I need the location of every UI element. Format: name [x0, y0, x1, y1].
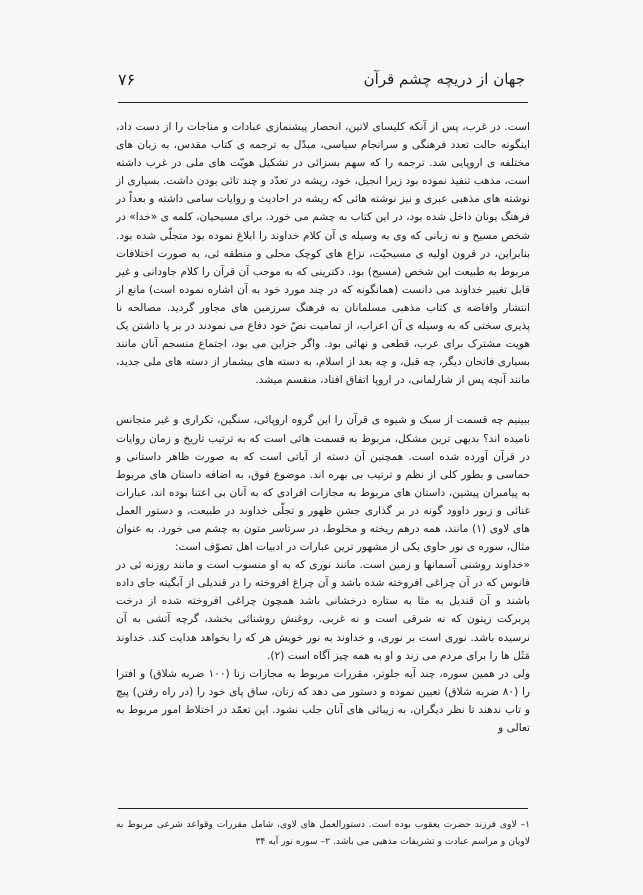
footnote: ۱– لاوی فرزند حضرت یعقوب بوده است. دستورالعمل های لاوی، شامل مقررات وقواعد شرعی مربوط به لاویان و مراسم عبادت و تشریفات مذهبی می باشد. ۲– سوره نور آیه ۳۴: [116, 819, 530, 847]
paragraph: ولی در همین سوره، چند آیه جلوتر، مقررات مربوط به مجازات زنا (۱۰۰ ضربه شلاق) و افترا را (۸۰ ضربه شلاق) تعیین نموده و دستور می دهد که زنان، ساق پای خود را (در راه رفتن) پیچ و تاب ندهند تا نظر دیگران، به زیبائی های آنان جلب نشود. این تعمّد در اختلاط امور مربوط به تعالی و: [116, 667, 530, 734]
footnote-divider: [118, 808, 528, 809]
page-number: ۷۶: [118, 70, 136, 89]
quotation-paragraph: «خداوند روشنی آسمانها و زمین است. مانند نوری که به او منسوب است و مانند روزنه ئی در فانوس که در آن چراغی افروخته شده باشد و آن چراغ افروخته را در قندیلی از آبگینه جای داده باشند و آن قندیل به مثا به ستاره درخشانی باشد همچون چراغی افروخته شده از درخت پربرکت زیتون که نه شرقی است و نه غربی. روغنش روشنائی بخشد، گرچه آتشی به آن نرسیده باشد. نوری است بر نوری، و خداوند به نور خویش هر که را بخواهد هدایت کند. خداوند مَثَل ها را برای مردم می زند و او به همه چیز آگاه است (۲).: [116, 559, 530, 662]
body-text: [116, 118, 530, 737]
paragraph: ببینیم چه قسمت از سبک و شیوه ی قرآن را این گروه اروپائی، سنگین، تکراری و غیر متجانس نامیده اند؟ بدیهی ترین مشکل، مربوط به قسمت هائی است که به ترتیب تاریخ و زمان روایات در قرآن آورده شده است. همچنین آن دسته از آیاتی است که به صورت ظاهر داستانی و حماسی و بطور کلی از نظم و ترتیب بی بهره اند. موضوع فوق، به اضافه داستان های مربوط به پیامبران پیشین، داستان های مربوط به مجازات افرادی که به آنان بی اعتنا بوده اند، عبارات غنائی و زبور داوود گونه در بر گذاری جشن ظهور و تجلّی خداوند در طبیعت، و دستور العمل های لاوی (۱) مانند، همه درهم ریخته و مخلوط، در سرتاسر متون به چشم می خورد. به عنوان مثال، سوره ی نور حاوی یکی از مشهور ترین عبارات در ادبیات اهل تصوّف است:: [116, 414, 530, 554]
paragraph: است. در غرب، پس از آنکه کلیسای لاتین، انحصار پیشنمازی عبادات و مناجات را از دست داد، اینگونه حالت تعدد فرهنگی و سرانجام سیاسی، مبدّل به ترجمه ی کتاب مقدس، به زبان های مختلفه ی اروپایی شد. ترجمه را که سهم بسزائی در تشکیل هویّت های ملی در غرب داشته است، مذهب تنفیذ نموده بود زیرا انجیل، خود، ریشه در تعدّد و چند تائی بودن داشت. بسیاری از نوشته های مذهبی عبری و نیز نوشته هائی که ریشه در احادیث و روایات سامی داشته و بعداً در فرهنگ یونان داخل شده بود، در این کتاب به چشم می خورد. برای مسیحیان، کلمه ی «خدا» در شخص مسیح و نه زبانی که وی به وسیله ی آن کلام خداوند را ابلاغ نموده بود متجلّی شده بود. بنابراین، در قرون اولیه ی مسیحیّت، نزاع های کوچک محلی و منطقه ئی، به صورت اختلافات مربوط به طبیعت این شخص (مسیح) بود. دکترینی که به موجب آن قرآن را کلام جاودانی و غیر قابل تغییر خداوند می دانست (همانگونه که در چند مورد خود به آن اشاره نموده است) مانع از انتشار وافاضه ی کتاب مذهبی مسلمانان به فرهنگ سرزمین های مجاور گردید. مصالحه نا پذیری سختی که به وسیله ی آن اعراب، از تمامیت نصّ خود دفاع می نمودند در بر پا داشتن یک هویت مشترک برای عرب، قطعی و نهائی بود. واگر جزاین می بود، اجتماع منسجم آنان مانند بسیاری فاتحان دیگر، چه قبل، و چه بعد از اسلام، به دسته های بیشمار از دسته های ملی جدید، مانند آنچه پس از شارلمانی، در اروپا اتفاق افتاد، منقسم میشد.: [116, 121, 530, 387]
running-header-title: جهان از دریچه چشم قرآن: [363, 70, 525, 88]
footnotes: [116, 816, 530, 850]
header-divider: [118, 102, 528, 103]
